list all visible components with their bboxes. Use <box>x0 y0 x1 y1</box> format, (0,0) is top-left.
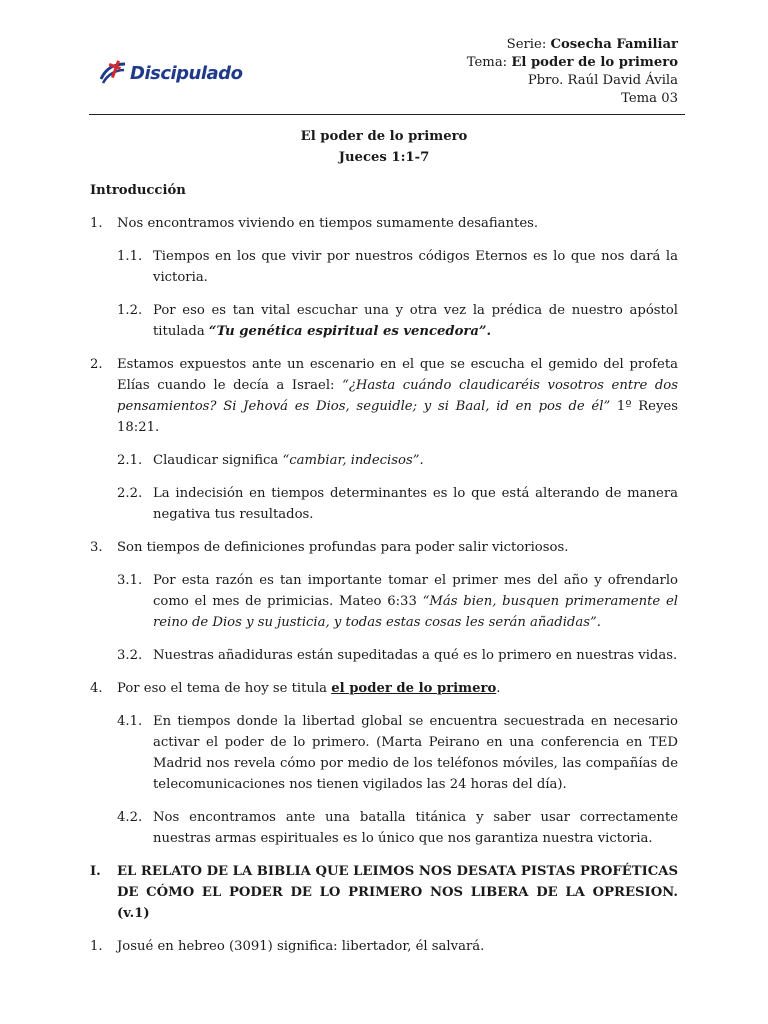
sub-list-item: 4.2. Nos encontramos ante una batalla titánica y saber usar correctamente nuestras armas espirituales es lo único que nos garantiza nuestra victoria. <box>117 810 678 846</box>
topic-value: El poder de lo primero <box>511 55 678 70</box>
series-line: Serie: Cosecha Familiar <box>506 37 678 52</box>
logo-text: Discipulado <box>130 62 243 84</box>
section-heading-roman: I. EL RELATO DE LA BIBLIA QUE LEIMOS NOS DESATA PISTAS PROFÉTICAS DE CÓMO EL PODER DE LO PRIMERO NOS LIBERA DE LA OPRESION. (v.1) <box>90 864 678 921</box>
lesson-line: Tema 03 <box>621 91 678 106</box>
document-title: El poder de lo primero <box>300 129 468 144</box>
series-value: Cosecha Familiar <box>550 37 678 52</box>
sub-list-item: 3.2. Nuestras añadiduras están supeditadas a qué es lo primero en nuestras vidas. <box>117 648 678 663</box>
sub-list-item: 1.2. Por eso es tan vital escuchar una y otra vez la prédica de nuestro apóstol titulada “Tu genética espiritual es vencedora”. <box>117 303 678 339</box>
intro-heading: Introducción <box>90 183 186 198</box>
list-item: 3. Son tiempos de definiciones profundas para poder salir victoriosos. <box>90 540 569 555</box>
sub-list-item: 2.1. Claudicar significa “cambiar, indecisos”. <box>117 453 424 468</box>
header-divider <box>89 114 685 115</box>
document-body <box>90 126 678 957</box>
sub-list-item: 4.1. En tiempos donde la libertad global se encuentra secuestrada en necesario activar el poder de lo primero. (Marta Peirano en una conferencia en TED Madrid nos revela cómo por medio de los teléfonos móviles, las compañías de telecomunicaciones nos tienen vigilados las 24 horas del día). <box>117 714 678 792</box>
author-line: Pbro. Raúl David Ávila <box>527 73 678 88</box>
list-item: 1. Josué en hebreo (3091) significa: libertador, él salvará. <box>90 939 485 954</box>
list-item: 4. Por eso el tema de hoy se titula el poder de lo primero. <box>90 681 501 696</box>
sub-list-item: 1.1. Tiempos en los que vivir por nuestros códigos Eternos es lo que nos dará la victoria. <box>117 249 678 285</box>
topic-line: Tema: El poder de lo primero <box>466 55 678 70</box>
sub-list-item: 2.2. La indecisión en tiempos determinantes es lo que está alterando de manera negativa tus resultados. <box>117 486 678 522</box>
sub-list-item: 3.1. Por esta razón es tan importante tomar el primer mes del año y ofrendarlo como el mes de primicias. Mateo 6:33 “Más bien, busquen primeramente el reino de Dios y su justicia, y todas estas cosas les serán añadidas”. <box>117 573 678 630</box>
document-reference: Jueces 1:1-7 <box>338 150 430 165</box>
list-item: 2. Estamos expuestos ante un escenario en el que se escucha el gemido del profeta Elías cuando le decía a Israel: “¿Hasta cuándo claudicaréis vosotros entre dos pensamientos? Si Jehová es Dios, seguidle; y si Baal, id en pos de él” 1º Reyes 18:21. <box>90 357 678 435</box>
list-item: 1. Nos encontramos viviendo en tiempos sumamente desafiantes. <box>90 216 539 231</box>
cross-swoosh-icon <box>98 58 128 88</box>
header-info <box>467 36 678 108</box>
discipulado-logo <box>98 56 242 90</box>
